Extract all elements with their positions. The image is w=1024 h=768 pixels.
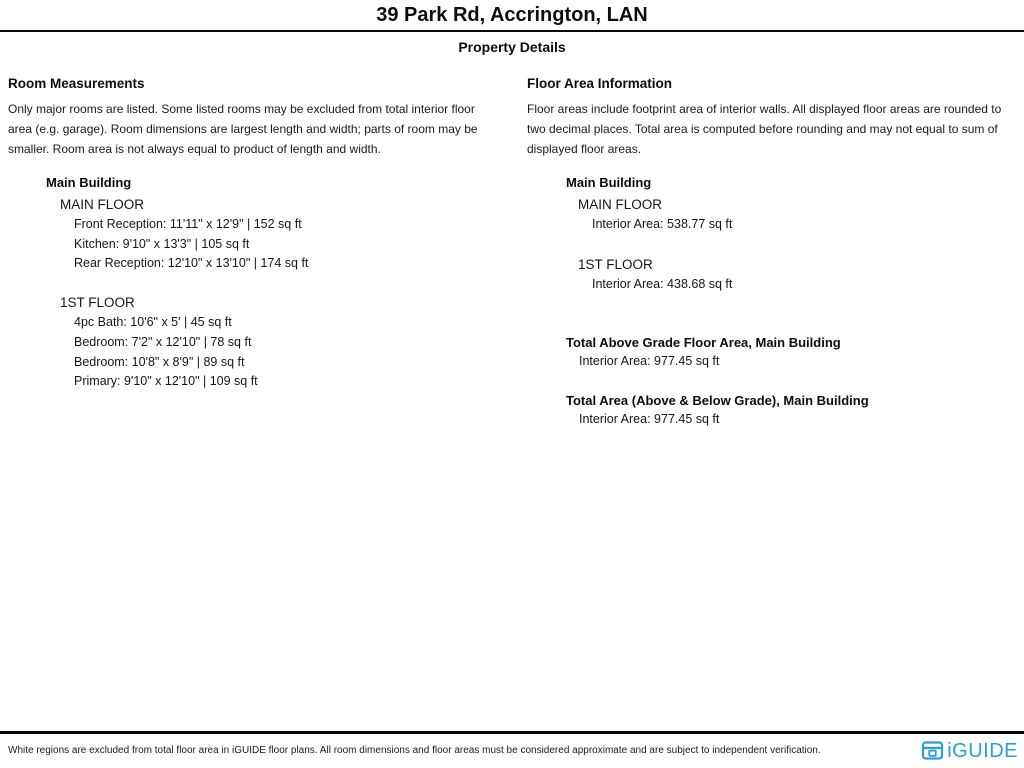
floor-name: MAIN FLOOR bbox=[578, 197, 663, 212]
building-name: Main Building bbox=[46, 175, 132, 190]
iguide-logo-link[interactable] bbox=[921, 739, 1018, 762]
floor-name: 1ST FLOOR bbox=[578, 256, 653, 272]
iguide-camera-icon bbox=[921, 739, 944, 762]
room-measurement: Front Reception: 11'11" x 12'9" | 152 sq ft bbox=[74, 217, 302, 231]
content-columns bbox=[0, 76, 1024, 430]
room-measurements-floor-list bbox=[8, 195, 498, 392]
floor-name: MAIN FLOOR bbox=[60, 197, 145, 212]
building-name: Main Building bbox=[566, 175, 652, 190]
floor-section bbox=[60, 293, 498, 392]
floor-area-heading: Floor Area Information bbox=[527, 76, 673, 91]
room-measurements-building-block bbox=[8, 175, 498, 392]
floor-area-description: Floor areas include footprint area of interior walls. All displayed floor areas are rounded to two decimal places. Total area is computed before rounding and may not equal to sum of displayed floor areas. bbox=[527, 102, 1002, 156]
interior-area: Interior Area: 538.77 sq ft bbox=[592, 217, 733, 231]
floor-section bbox=[60, 195, 498, 274]
room-measurement: Rear Reception: 12'10" x 13'10" | 174 sq ft bbox=[74, 256, 309, 271]
room-measurement: Bedroom: 10'8" x 8'9" | 89 sq ft bbox=[74, 354, 245, 369]
interior-area: Interior Area: 438.68 sq ft bbox=[592, 276, 733, 291]
interior-area: Interior Area: 977.45 sq ft bbox=[579, 412, 720, 427]
iguide-logo-text: iGUIDE bbox=[947, 739, 1018, 762]
room-measurement: 4pc Bath: 10'6" x 5' | 45 sq ft bbox=[74, 315, 232, 330]
header-divider bbox=[0, 30, 1024, 32]
floor-area-section bbox=[512, 76, 1024, 430]
total-label: Total Above Grade Floor Area, Main Building bbox=[566, 335, 841, 351]
floor-block bbox=[578, 195, 1022, 235]
total-block bbox=[566, 391, 1022, 430]
page-subtitle: Property Details bbox=[458, 39, 566, 55]
floor-name: 1ST FLOOR bbox=[60, 295, 135, 311]
page-title: 39 Park Rd, Accrington, LAN bbox=[376, 4, 648, 26]
room-measurements-section bbox=[0, 76, 512, 430]
footer-disclaimer: White regions are excluded from total floor area in iGUIDE floor plans. All room dimensions and floor areas must be considered approximate and are subject to independent verification. bbox=[8, 745, 821, 756]
room-measurement: Kitchen: 9'10" x 13'3" | 105 sq ft bbox=[74, 236, 250, 251]
interior-area: Interior Area: 977.45 sq ft bbox=[579, 354, 720, 369]
floor-area-totals bbox=[566, 333, 1022, 429]
floor-area-floor-list bbox=[527, 195, 1022, 294]
room-measurements-heading: Room Measurements bbox=[8, 76, 145, 91]
room-measurements-description: Only major rooms are listed. Some listed rooms may be excluded from total interior floor area (e.g. garage). Room dimensions are largest length and width; parts of room may be smaller. Room area is not always equal to product of length and width. bbox=[8, 102, 478, 156]
total-label: Total Area (Above & Below Grade), Main Building bbox=[566, 393, 869, 409]
room-measurement: Primary: 9'10" x 12'10" | 109 sq ft bbox=[74, 374, 258, 389]
total-block bbox=[566, 333, 1022, 372]
room-measurement: Bedroom: 7'2" x 12'10" | 78 sq ft bbox=[74, 334, 252, 349]
floor-area-building-block bbox=[527, 175, 1022, 294]
floor-block bbox=[578, 255, 1022, 295]
page-footer bbox=[0, 731, 1024, 768]
